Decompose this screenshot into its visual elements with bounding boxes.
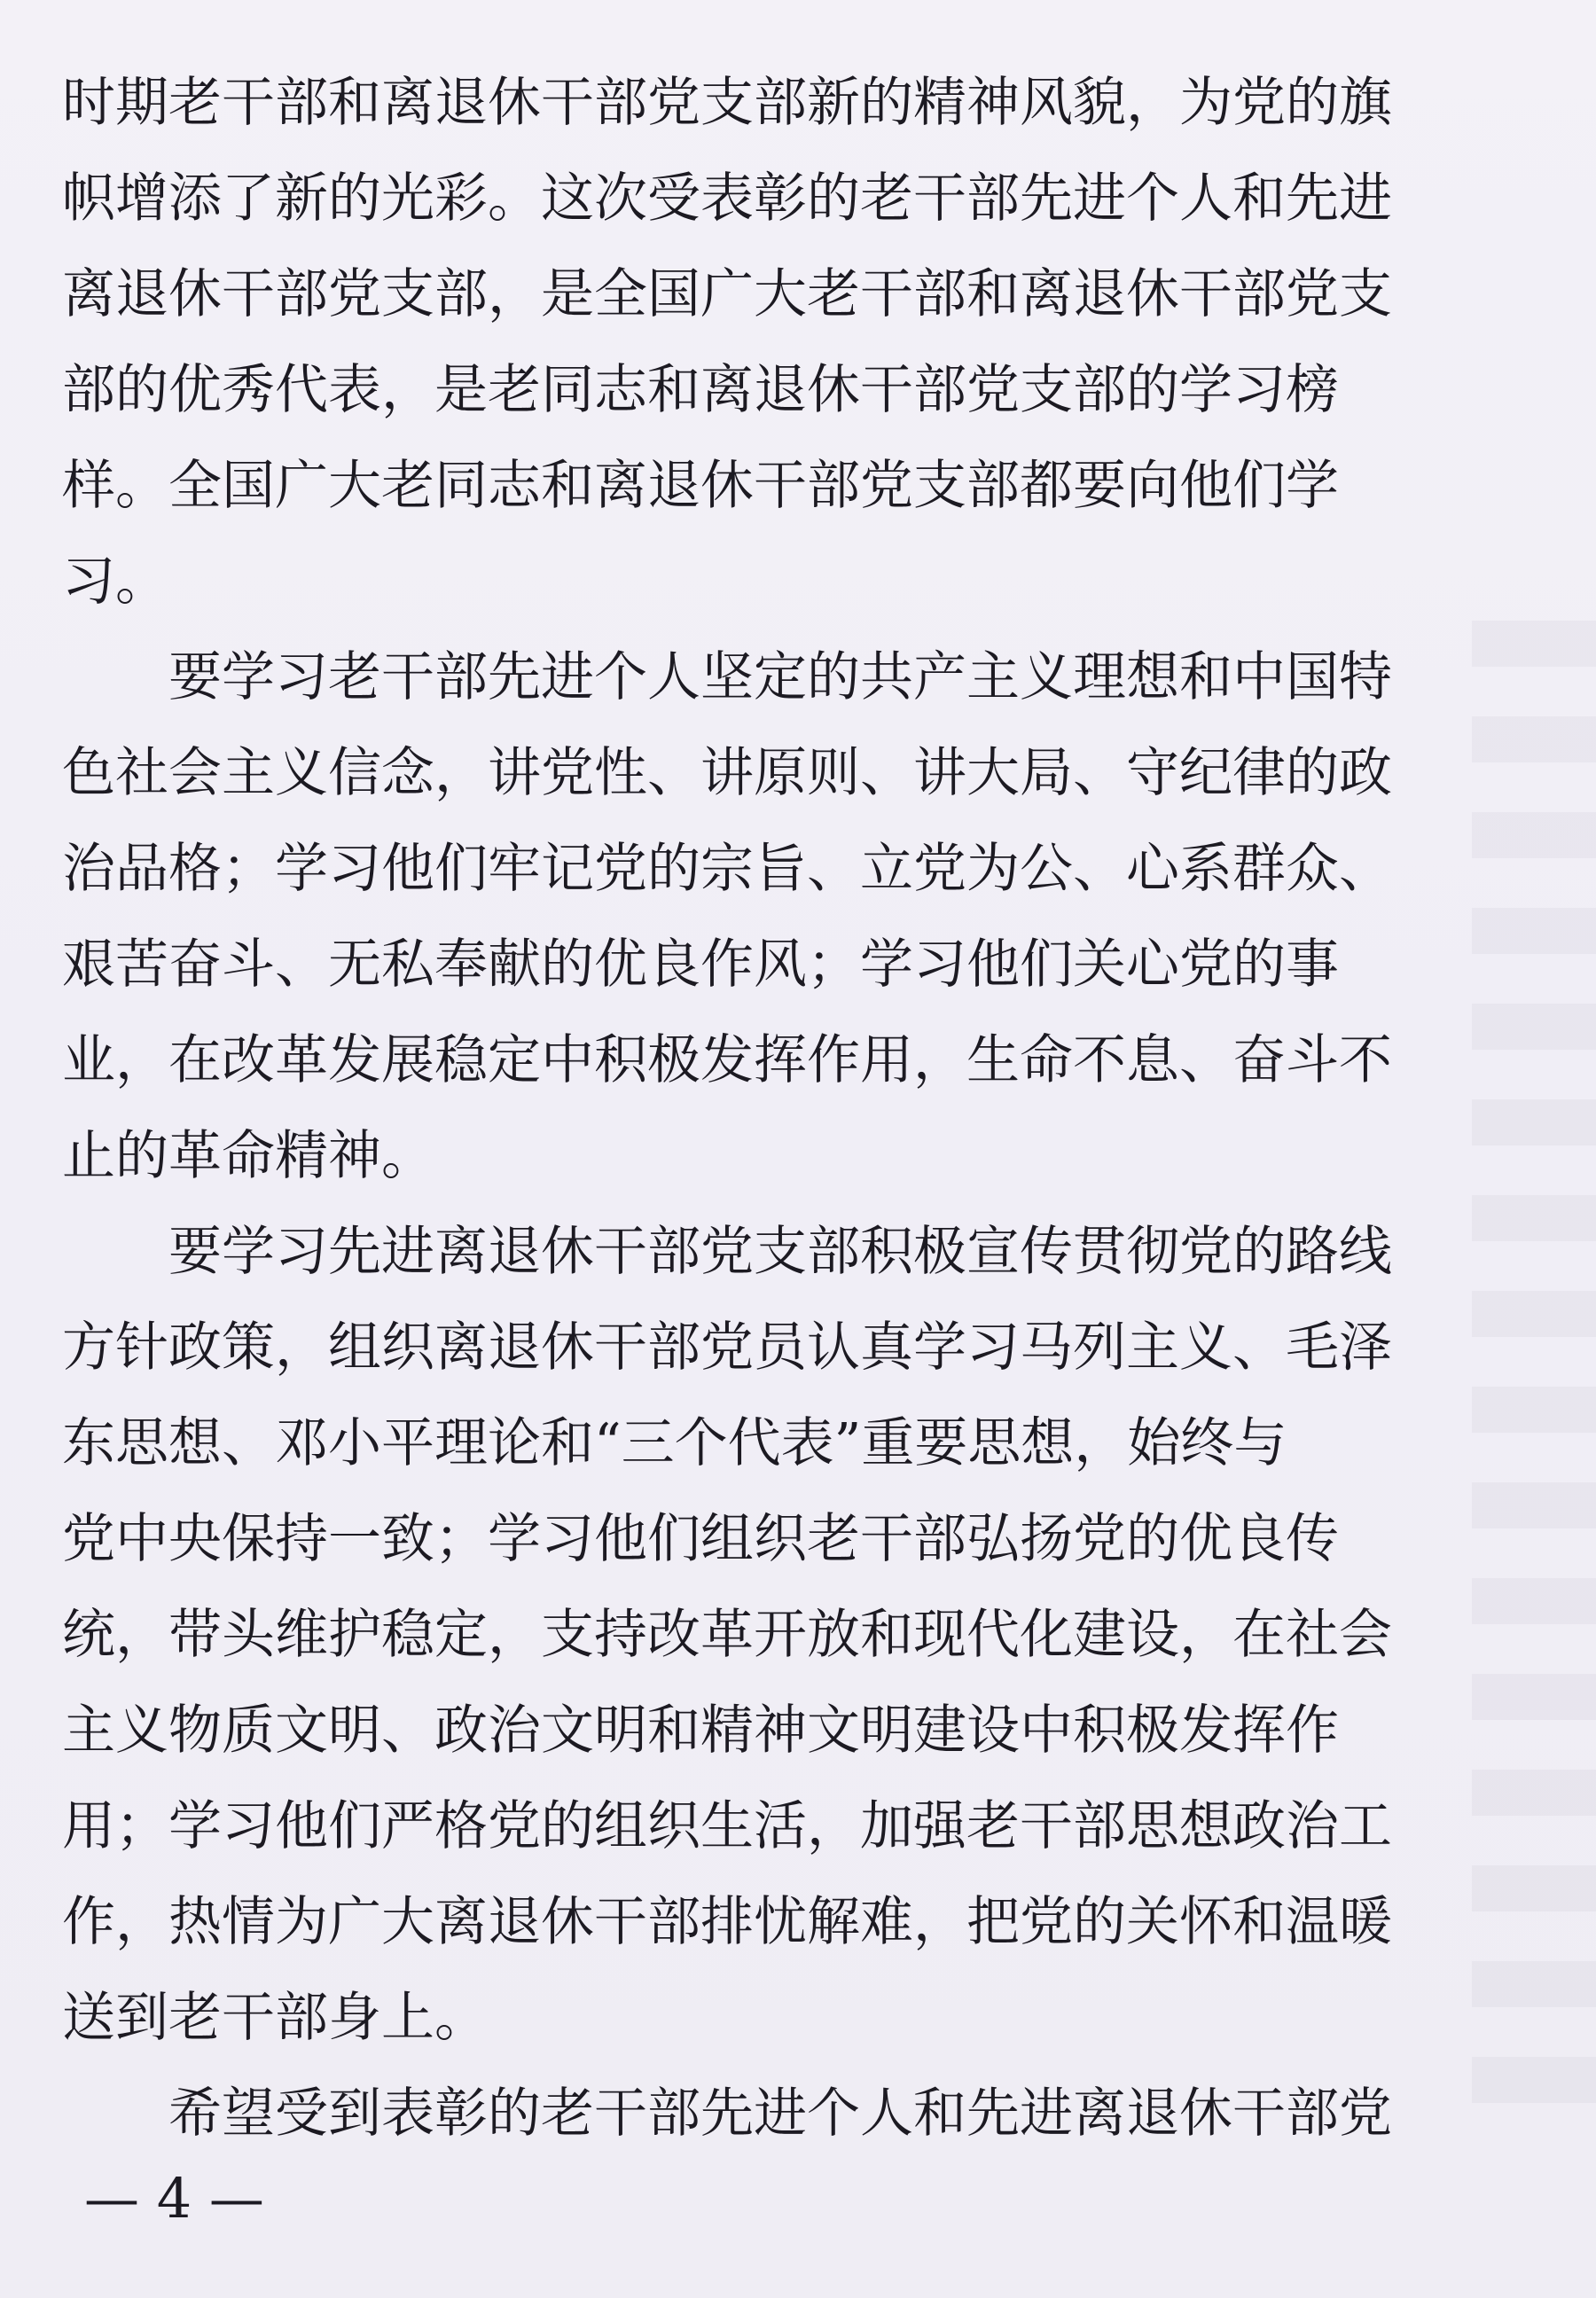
text-line: 作，热情为广大离退休干部排忧解难，把党的关怀和温暖 <box>62 1891 1392 1953</box>
text-line: 治品格；学习他们牢记党的宗旨、立党为公、心系群众、 <box>62 838 1392 900</box>
text-line: 方针政策，组织离退休干部党员认真学习马列主义、毛泽 <box>62 1317 1392 1379</box>
text-line: 离退休干部党支部，是全国广大老干部和离退休干部党支 <box>62 263 1392 325</box>
text-line: 要学习先进离退休干部党支部积极宣传贯彻党的路线 <box>62 1221 1392 1283</box>
body-text <box>62 55 1502 2161</box>
text-line: 色社会主义信念，讲党性、讲原则、讲大局、守纪律的政 <box>62 742 1392 804</box>
text-line: 主义物质文明、政治文明和精神文明建设中积极发挥作 <box>62 1700 1339 1762</box>
text-line: 部的优秀代表，是老同志和离退休干部党支部的学习榜 <box>62 359 1339 421</box>
page-number: — 4 — <box>84 2166 264 2231</box>
text-line: 统，带头维护稳定，支持改革开放和现代化建设，在社会 <box>62 1604 1392 1666</box>
text-line: 送到老干部身上。 <box>62 1987 488 2049</box>
text-line: 党中央保持一致；学习他们组织老干部弘扬党的优良传 <box>62 1508 1339 1570</box>
text-line: 时期老干部和离退休干部党支部新的精神风貌，为党的旗 <box>62 72 1392 134</box>
text-line: 艰苦奋斗、无私奉献的优良作风；学习他们关心党的事 <box>62 934 1339 996</box>
text-line: 习。 <box>62 551 168 613</box>
text-line: 用；学习他们严格党的组织生活，加强老干部思想政治工 <box>62 1795 1392 1857</box>
text-line: 业，在改革发展稳定中积极发挥作用，生命不息、奋斗不 <box>62 1029 1392 1091</box>
text-line: 样。全国广大老同志和离退休干部党支部都要向他们学 <box>62 455 1339 517</box>
text-line: 希望受到表彰的老干部先进个人和先进离退休干部党 <box>62 2083 1392 2145</box>
text-line: 止的革命精神。 <box>62 1125 434 1187</box>
text-line: 帜增添了新的光彩。这次受表彰的老干部先进个人和先进 <box>62 168 1392 230</box>
text-line: 要学习老干部先进个人坚定的共产主义理想和中国特 <box>62 646 1392 708</box>
text-line: 东思想、邓小平理论和“三个代表”重要思想，始终与 <box>62 1412 1287 1474</box>
